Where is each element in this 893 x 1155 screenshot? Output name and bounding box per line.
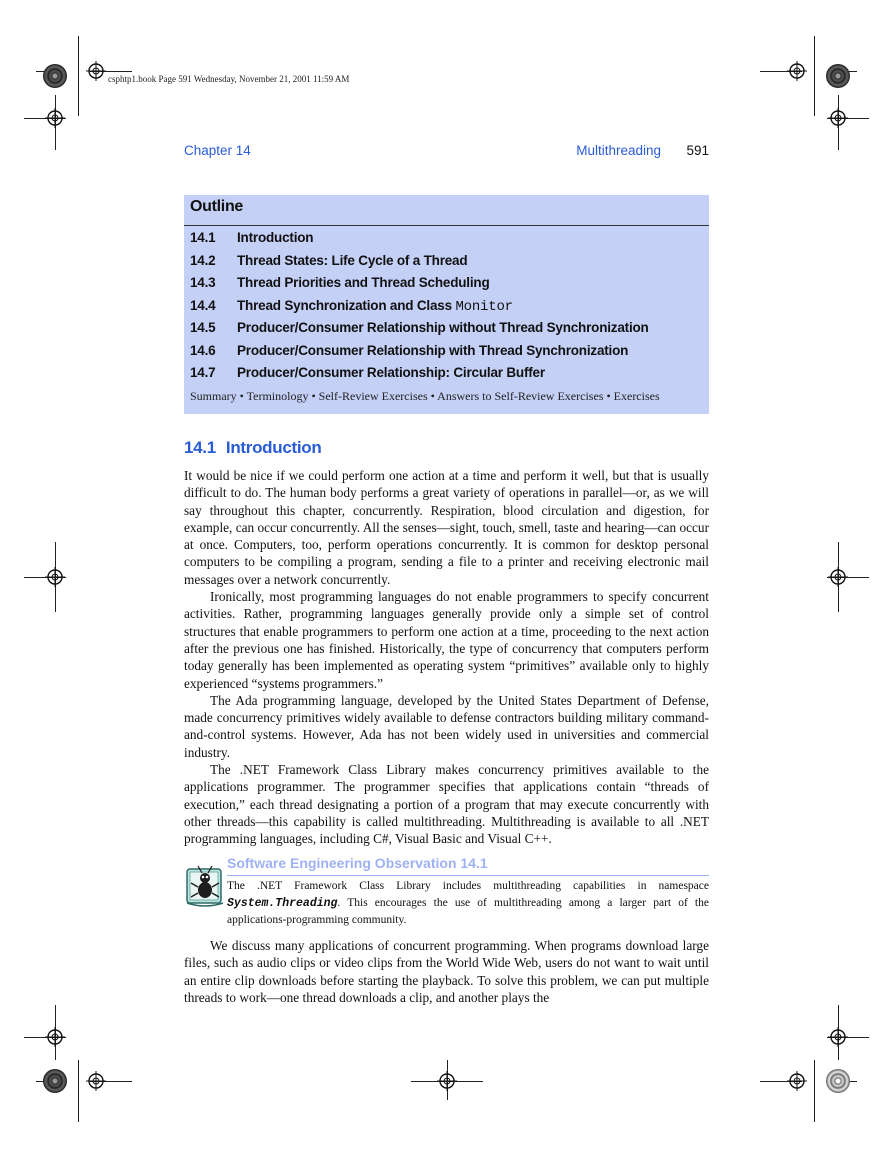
observation-title: Software Engineering Observation 14.1 (227, 855, 488, 871)
paragraph: The Ada programming language, developed by the United States Department of Defense, made concurrency primitives widely available to defense contractors building military command-and-control systems. However, Ada has not been widely used in universities and commercial industry. (184, 692, 709, 760)
registration-mark-icon (86, 1071, 106, 1091)
paragraph: The .NET Framework Class Library makes concurrency primitives available to the applications programmer. The programmer specifies that applications contain “threads of execution,” each thread designating a portion of a program that may execute concurrently with other threads—this capability is called multithreading. Multithreading is available to all .NET programming languages, including C#, Visual Basic and Visual C++. (184, 762, 709, 847)
paragraph: We discuss many applications of concurrent programming. When programs download large files, such as audio clips or video clips from the World Wide Web, users do not want to wait until an entire clip downloads before starting the playback. To solve this problem, we can put multiple threads to work—one thread downloads a clip, and another plays the (184, 938, 709, 1005)
print-slug: csphtp1.book Page 591 Wednesday, November 21, 2001 11:59 AM (108, 74, 350, 84)
registration-mark-icon (437, 1071, 457, 1091)
outline-item-number: 14.7 (190, 365, 216, 380)
observation-code: System.Threading (227, 896, 338, 910)
color-target-icon (826, 64, 850, 88)
registration-mark-icon (86, 61, 106, 81)
registration-mark-icon (828, 1027, 848, 1047)
section-title: Introduction (225, 438, 322, 457)
outline-item (190, 363, 705, 386)
outline-heading: Outline (190, 198, 244, 215)
outline-item-title: Thread States: Life Cycle of a Thread (237, 252, 468, 268)
outline-item-title: Introduction (237, 230, 314, 245)
outline-item-title: Producer/Consumer Relationship: Circular Buffer (237, 365, 545, 380)
observation-divider (227, 875, 709, 876)
outline-item (190, 318, 705, 341)
registration-mark-icon (787, 1071, 807, 1091)
software-engineering-observation (184, 853, 709, 927)
observation-text-end: . This encourages the use of multithreading among a larger part of the applications-programming community. (227, 896, 709, 926)
body-text (184, 467, 709, 848)
outline-item-title: Thread Priorities and Thread Scheduling (237, 275, 490, 290)
outline-item-title: Producer/Consumer Relationship with Thread Synchronization (237, 342, 629, 358)
chapter-outline (184, 195, 709, 414)
outline-item-number: 14.2 (190, 252, 216, 268)
outline-list (190, 228, 705, 386)
outline-item (190, 341, 705, 364)
registration-mark-icon (45, 1027, 65, 1047)
observation-text-start: The .NET Framework Class Library includes multithreading capabilities in namespace (227, 880, 709, 892)
section-number: 14.1 (184, 438, 216, 457)
registration-mark-icon (45, 108, 65, 128)
outline-divider (184, 225, 709, 226)
chapter-label: Chapter 14 (184, 143, 251, 158)
outline-item-title (237, 296, 513, 317)
outline-item-number: 14.3 (190, 275, 216, 290)
bug-icon (185, 863, 225, 909)
color-target-icon (826, 1069, 850, 1093)
body-text-continued (184, 937, 709, 1006)
outline-footer: Summary • Terminology • Self-Review Exercises • Answers to Self-Review Exercises • Exercises (190, 389, 660, 403)
outline-item-code: Monitor (455, 298, 513, 315)
section-heading (184, 438, 321, 458)
outline-item (190, 273, 705, 296)
observation-text (227, 878, 709, 929)
color-target-icon (43, 1069, 67, 1093)
outline-item (190, 296, 705, 319)
outline-item-number: 14.1 (190, 230, 216, 245)
registration-mark-icon (787, 61, 807, 81)
outline-item-number: 14.5 (190, 320, 216, 335)
registration-mark-icon (828, 108, 848, 128)
color-target-icon (43, 64, 67, 88)
outline-item (190, 228, 705, 251)
outline-item (190, 251, 705, 274)
page-number: 591 (686, 143, 709, 158)
registration-mark-icon (828, 567, 848, 587)
outline-item-number: 14.4 (190, 297, 216, 313)
paragraph: It would be nice if we could perform one action at a time and perform it well, but that is usually difficult to do. The human body performs a great variety of operations in parallel—or, as we will say throughout this chapter, concurrently. Respiration, blood circulation and digestion, for example, can occur concurrently. All the senses—sight, touch, smell, taste and hearing—can occur at once. Computers, too, perform operations concurrently. It is common for desktop personal computers to be compiling a program, sending a file to a printer and receiving electronic mail messages over a network concurrently. (184, 468, 709, 587)
outline-item-title: Producer/Consumer Relationship without Thread Synchronization (237, 320, 649, 335)
outline-item-text: Thread Synchronization and Class (237, 297, 456, 313)
registration-mark-icon (45, 567, 65, 587)
outline-item-number: 14.6 (190, 342, 216, 358)
running-head (184, 143, 709, 161)
paragraph: Ironically, most programming languages do not enable programmers to specify concurrent activities. Rather, programming languages generally provide only a simple set of control structures that enable programmers to perform one action at a time, proceeding to the next action after the previous one has finished. Historically, the type of concurrency that computers perform today generally has been implemented as operating system “primitives” available only to highly experienced “systems programmers.” (184, 589, 709, 691)
chapter-title: Multithreading (576, 143, 661, 158)
